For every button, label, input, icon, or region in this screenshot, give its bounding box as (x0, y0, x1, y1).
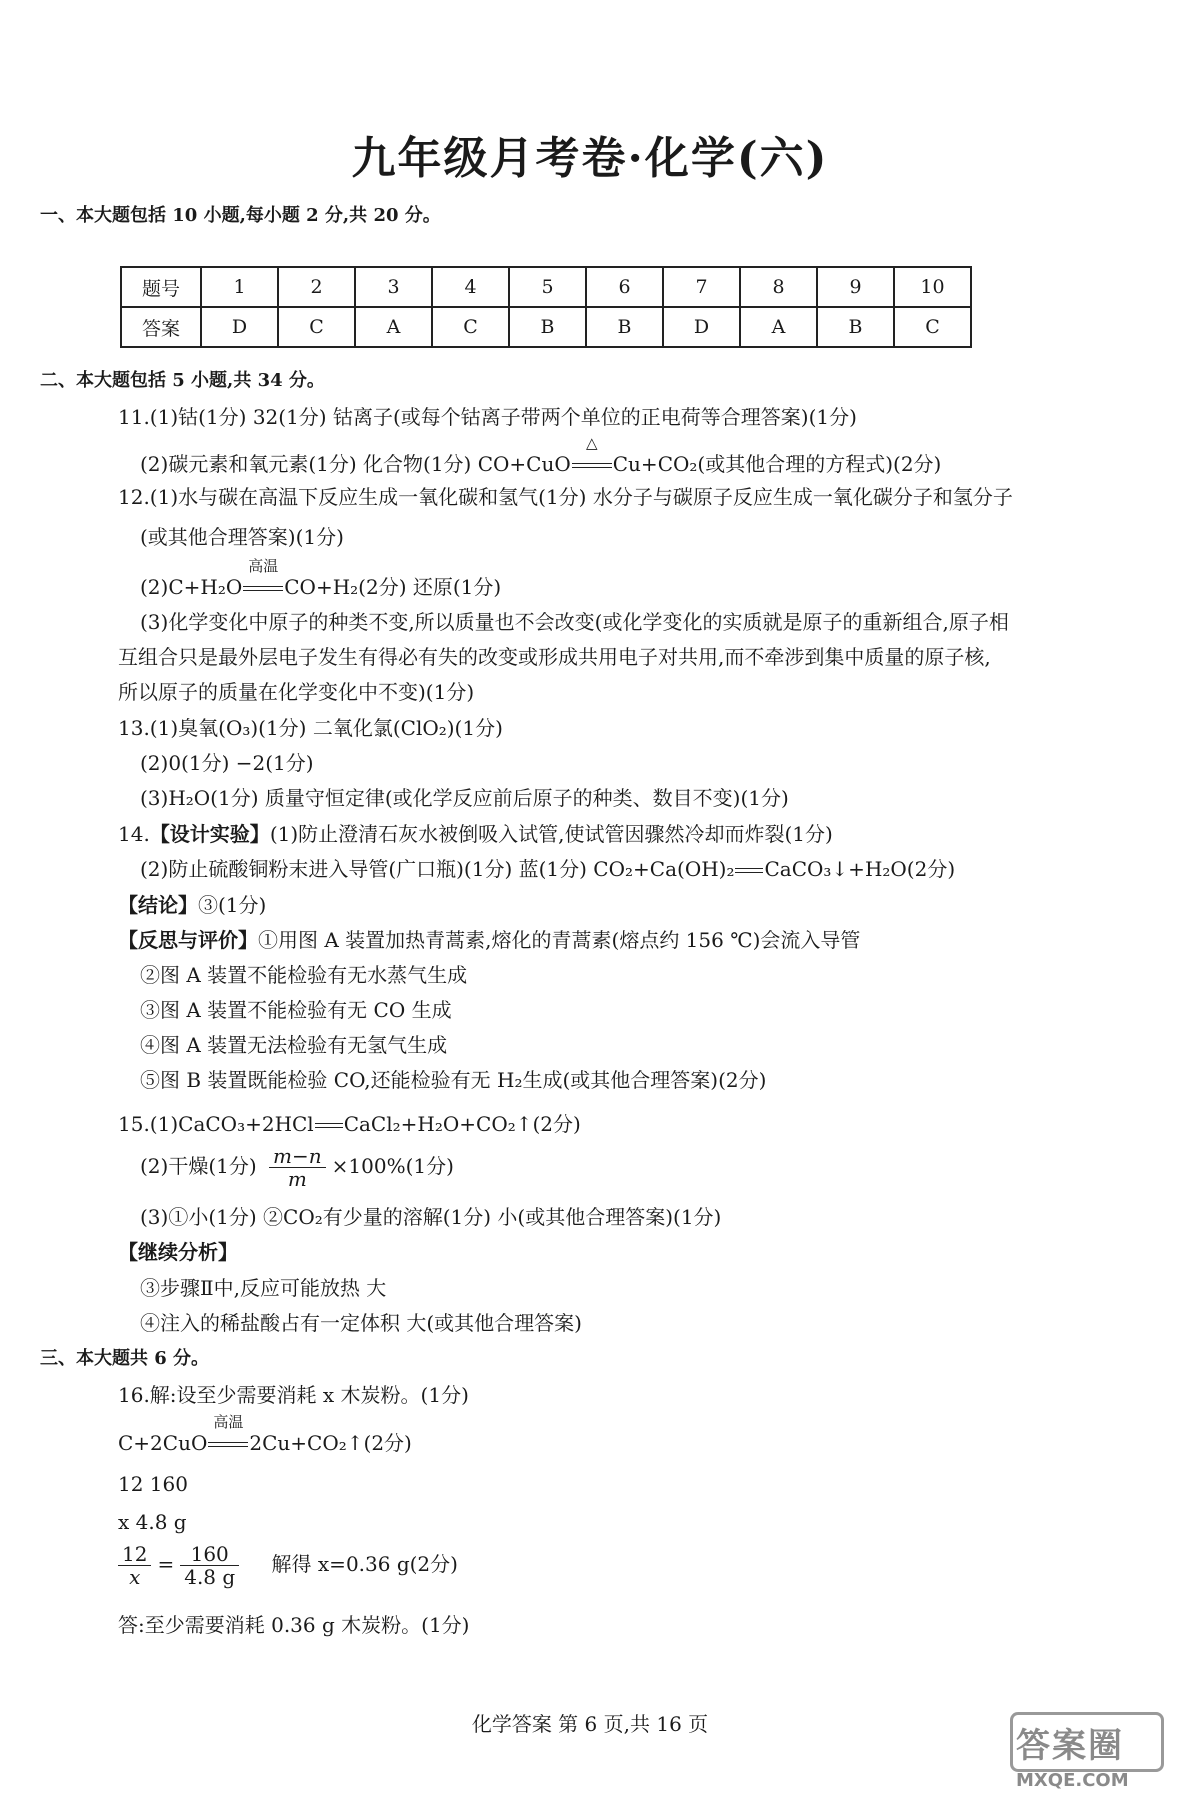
fraction (180, 1543, 239, 1588)
reaction-arrow (571, 434, 613, 476)
table-cell: B (586, 307, 663, 347)
fraction-numerator: 160 (180, 1543, 239, 1566)
table-cell: D (201, 307, 278, 347)
q12-line-5: 互组合只是最外层电子发生有得必有失的改变或形成共用电子对共用,而不牵涉到集中质量的原子核, (118, 645, 991, 669)
q11-line-2 (140, 434, 942, 476)
q14-line-5: ②图 A 装置不能检验有无水蒸气生成 (140, 963, 468, 987)
q12-line-1: 12.(1)水与碳在高温下反应生成一氧化碳和氢气(1分) 水分子与碳原子反应生成一氧化碳分子和氢分子 (118, 485, 1013, 509)
q13-line-3: (3)H₂O(1分) 质量守恒定律(或化学反应前后原子的种类、数目不变)(1分) (140, 786, 789, 810)
table-cell: 7 (663, 267, 740, 307)
reaction-arrow (207, 1413, 249, 1455)
q15-tag-continue: 【继续分析】 (118, 1240, 238, 1264)
equals-bar (735, 868, 763, 873)
table-cell: C (432, 307, 509, 347)
q16-text-b: 2Cu+CO₂↑(2分) (249, 1431, 412, 1455)
fraction-denominator: m (287, 1167, 307, 1191)
table-cell: D (663, 307, 740, 347)
watermark-url: MXQE.COM (1016, 1770, 1129, 1791)
q14-line-4 (118, 928, 860, 952)
page-title: 九年级月考卷·化学(六) (351, 133, 829, 184)
q16-text-a: C+2CuO (118, 1431, 208, 1455)
q14-line-3 (118, 893, 266, 917)
table-cell: 9 (817, 267, 894, 307)
reaction-arrow (242, 557, 284, 599)
q15-line-3: (3)①小(1分) ②CO₂有少量的溶解(1分) 小(或其他合理答案)(1分) (140, 1205, 722, 1229)
q12-text-a: (2)C+H₂O (140, 575, 243, 599)
table-cell: B (817, 307, 894, 347)
q16-line-4: x 4.8 g (118, 1510, 187, 1534)
fraction (118, 1543, 151, 1588)
table-cell: 1 (201, 267, 278, 307)
q16-line-5: $\frac{12}{x}$ = $\frac{160}{4.8 g}$ 解得 x=0.36 g(2分) (112, 1543, 458, 1588)
q11-text-a: (2)碳元素和氧元素(1分) 化合物(1分) CO+CuO (140, 452, 571, 476)
q16-line-2 (118, 1413, 412, 1455)
q15-line-1 (118, 1112, 581, 1136)
high-temp-condition: 高温 (248, 557, 279, 575)
q14-text: ①用图 A 装置加热青蒿素,熔化的青蒿素(熔点约 156 ℃)会流入导管 (258, 928, 861, 952)
answer-table (120, 266, 972, 348)
reaction-arrow (314, 1112, 344, 1136)
equals-bar (572, 463, 612, 468)
q12-line-3 (140, 557, 502, 599)
q15-line-6: ④注入的稀盐酸占有一定体积 大(或其他合理答案) (140, 1311, 582, 1335)
heat-condition: △ (585, 434, 598, 452)
q14-text: ③(1分) (198, 893, 267, 917)
q14-line-6: ③图 A 装置不能检验有无 CO 生成 (140, 998, 452, 1022)
q13-line-2: (2)0(1分) −2(1分) (140, 751, 314, 775)
table-cell: 6 (586, 267, 663, 307)
q14-tag-design: 【设计实验】 (149, 822, 270, 846)
fraction-numerator: 12 (118, 1543, 151, 1566)
table-header-cell: 题号 (121, 267, 201, 307)
table-cell: 3 (355, 267, 432, 307)
q15-line-5: ③步骤Ⅱ中,反应可能放热 大 (140, 1276, 387, 1300)
fraction-denominator: 4.8 g (184, 1565, 236, 1589)
table-cell: 2 (278, 267, 355, 307)
q14-line-8: ⑤图 B 装置既能检验 CO,还能检验有无 H₂生成(或其他合理答案)(2分) (140, 1068, 767, 1092)
table-cell: A (740, 307, 817, 347)
q12-text-b: CO+H₂(2分) 还原(1分) (284, 575, 502, 599)
q11-line-1: 11.(1)钴(1分) 32(1分) 钴离子(或每个钴离子带两个单位的正电荷等合理答案)(1分) (118, 405, 857, 429)
table-cell: 10 (894, 267, 971, 307)
q14-text: (1)防止澄清石灰水被倒吸入试管,使试管因骤然冷却而炸裂(1分) (269, 822, 833, 846)
fraction-numerator: m−n (269, 1145, 326, 1168)
section-1-heading: 一、本大题包括 10 小题,每小题 2 分,共 20 分。 (40, 205, 441, 226)
equals-bar (208, 1442, 248, 1447)
reaction-arrow (734, 857, 764, 881)
q14-line-7: ④图 A 装置无法检验有无氢气生成 (140, 1033, 448, 1057)
q15-text-a: 15.(1)CaCO₃+2HCl (118, 1112, 314, 1136)
section-3-heading: 三、本大题共 6 分。 (40, 1348, 210, 1369)
table-cell: C (894, 307, 971, 347)
q12-line-4: (3)化学变化中原子的种类不变,所以质量也不会改变(或化学变化的实质就是原子的重新组合,原子相 (140, 610, 1009, 634)
table-row (121, 307, 971, 347)
fraction-denominator: x (129, 1565, 141, 1589)
equals-bar (243, 586, 283, 591)
q16-line-1: 16.解:设至少需要消耗 x 木炭粉。(1分) (118, 1383, 469, 1407)
fraction (269, 1145, 326, 1190)
q13-line-1: 13.(1)臭氧(O₃)(1分) 二氧化氯(ClO₂)(1分) (118, 716, 503, 740)
table-cell: 8 (740, 267, 817, 307)
table-cell: 5 (509, 267, 586, 307)
q16-line-6: 答:至少需要消耗 0.36 g 木炭粉。(1分) (118, 1613, 470, 1637)
q16-line-3: 12 160 (118, 1472, 188, 1496)
equals-bar (315, 1123, 343, 1128)
q12-line-6: 所以原子的质量在化学变化中不变)(1分) (118, 680, 475, 704)
q14-number: 14. (118, 822, 150, 846)
watermark-text: 答案圈 (1016, 1726, 1124, 1766)
q14-tag-conclusion: 【结论】 (118, 893, 198, 917)
table-row (121, 267, 971, 307)
q14-text-b: CaCO₃↓+H₂O(2分) (764, 857, 956, 881)
page-footer: 化学答案 第 6 页,共 16 页 (471, 1712, 709, 1736)
section-2-heading: 二、本大题包括 5 小题,共 34 分。 (40, 370, 325, 391)
watermark-logo (1010, 1712, 1170, 1792)
table-cell: A (355, 307, 432, 347)
q11-text-b: Cu+CO₂(或其他合理的方程式)(2分) (612, 452, 942, 476)
table-header-cell: 答案 (121, 307, 201, 347)
table-cell: 4 (432, 267, 509, 307)
q15-line-2 (140, 1145, 454, 1190)
q14-line-2 (140, 857, 955, 881)
table-cell: B (509, 307, 586, 347)
q15-text-b: ×100%(1分) (331, 1154, 454, 1178)
q14-tag-reflection: 【反思与评价】 (118, 928, 258, 952)
q15-text-b: CaCl₂+H₂O+CO₂↑(2分) (343, 1112, 581, 1136)
table-cell: C (278, 307, 355, 347)
q16-result: 解得 x=0.36 g(2分) (271, 1552, 458, 1576)
q15-text-a: (2)干燥(1分) (140, 1154, 257, 1178)
q14-line-1 (118, 822, 833, 846)
q12-line-2: (或其他合理答案)(1分) (140, 525, 344, 549)
q14-text-a: (2)防止硫酸铜粉末进入导管(广口瓶)(1分) 蓝(1分) CO₂+Ca(OH)₂ (140, 857, 735, 881)
high-temp-condition: 高温 (213, 1413, 244, 1431)
